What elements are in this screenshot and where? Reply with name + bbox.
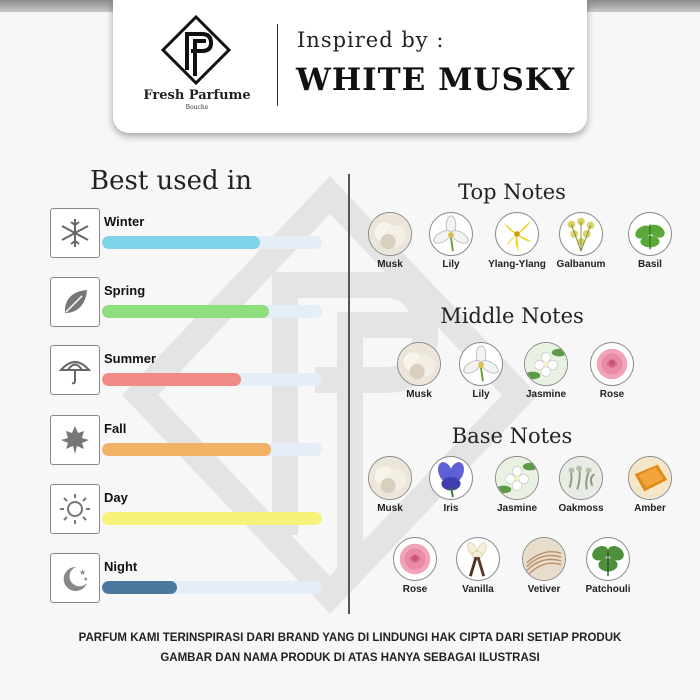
- usage-bar-track-night: [102, 581, 322, 594]
- usage-row-winter: [50, 208, 325, 260]
- middle-notes-title: Middle Notes: [440, 304, 584, 328]
- usage-label-fall: Fall: [104, 421, 127, 436]
- header-divider: [277, 24, 278, 106]
- sun-icon: [50, 484, 100, 534]
- top-note-label-ylang-ylang: Ylang-Ylang: [488, 259, 546, 270]
- usage-bar-track-fall: [102, 443, 322, 456]
- section-divider: [348, 174, 350, 614]
- top-note-label-galbanum: Galbanum: [556, 259, 606, 270]
- base-note-label-jasmine: Jasmine: [496, 503, 538, 514]
- base-note-label-musk: Musk: [377, 503, 403, 514]
- musk-icon: [397, 342, 441, 386]
- base-note-label-oakmoss: Oakmoss: [558, 503, 604, 514]
- base-note-patchouli: [570, 537, 646, 595]
- base-note-label-rose: Rose: [402, 584, 428, 595]
- usage-bar-fill-night: [102, 581, 177, 594]
- top-note-galbanum: [543, 212, 619, 270]
- middle-note-rose: [574, 342, 650, 400]
- vanilla-icon: [456, 537, 500, 581]
- lily-icon: [429, 212, 473, 256]
- usage-row-spring: [50, 277, 325, 329]
- svg-text:★: ★: [83, 577, 89, 583]
- brand-logo: [160, 14, 232, 86]
- base-note-label-vetiver: Vetiver: [527, 584, 561, 595]
- usage-label-day: Day: [104, 490, 128, 505]
- usage-bar-fill-fall: [102, 443, 271, 456]
- footer-disclaimer-line1: PARFUM KAMI TERINSPIRASI DARI BRAND YANG DI LINDUNGI HAK CIPTA DARI SETIAP PRODUK: [78, 632, 622, 644]
- usage-bar-fill-summer: [102, 373, 241, 386]
- usage-bar-fill-day: [102, 512, 322, 525]
- usage-label-summer: Summer: [104, 351, 157, 366]
- basil-icon: [628, 212, 672, 256]
- galbanum-icon: [559, 212, 603, 256]
- usage-label-spring: Spring: [104, 283, 146, 298]
- top-note-label-lily: Lily: [442, 259, 460, 270]
- base-note-label-iris: Iris: [443, 503, 459, 514]
- rose-icon: [590, 342, 634, 386]
- middle-note-label-rose: Rose: [599, 389, 625, 400]
- usage-bar-track-day: [102, 512, 322, 525]
- top-note-label-basil: Basil: [638, 259, 662, 270]
- leaf-icon: [50, 277, 100, 327]
- usage-label-winter: Winter: [104, 214, 145, 229]
- brand-name: Fresh Parfume: [143, 88, 251, 103]
- top-note-lily: [413, 212, 489, 270]
- jasmine-icon: [495, 456, 539, 500]
- musk-icon: [368, 456, 412, 500]
- base-note-amber: [612, 456, 688, 514]
- usage-bar-track-spring: [102, 305, 322, 318]
- middle-note-label-musk: Musk: [406, 389, 432, 400]
- middle-note-label-jasmine: Jasmine: [525, 389, 567, 400]
- usage-row-day: [50, 484, 325, 536]
- base-notes-title: Base Notes: [451, 424, 573, 448]
- umbrella-icon: [50, 345, 100, 395]
- top-notes-title: Top Notes: [458, 180, 566, 204]
- patchouli-icon: [586, 537, 630, 581]
- moon-icon: [50, 553, 100, 603]
- base-note-oakmoss: [543, 456, 619, 514]
- base-note-label-amber: Amber: [634, 503, 666, 514]
- base-note-vanilla: [440, 537, 516, 595]
- vetiver-icon: [522, 537, 566, 581]
- usage-row-summer: [50, 345, 325, 397]
- oakmoss-icon: [559, 456, 603, 500]
- brand-subtitle: Bouche: [185, 104, 209, 111]
- base-note-label-vanilla: Vanilla: [462, 584, 494, 595]
- top-note-label-musk: Musk: [377, 259, 403, 270]
- iris-icon: [429, 456, 473, 500]
- best-used-title: Best used in: [90, 166, 252, 196]
- usage-row-fall: [50, 415, 325, 467]
- rose-icon: [393, 537, 437, 581]
- snowflake-icon: [50, 208, 100, 258]
- ylang-ylang-icon: [495, 212, 539, 256]
- usage-bar-fill-spring: [102, 305, 269, 318]
- musk-icon: [368, 212, 412, 256]
- amber-icon: [628, 456, 672, 500]
- inspired-label: Inspired by :: [297, 28, 445, 52]
- base-note-iris: [413, 456, 489, 514]
- jasmine-icon: [524, 342, 568, 386]
- middle-note-label-lily: Lily: [472, 389, 490, 400]
- svg-text:★: ★: [79, 568, 87, 577]
- base-note-label-patchouli: Patchouli: [585, 584, 631, 595]
- footer-disclaimer-line2: GAMBAR DAN NAMA PRODUK DI ATAS HANYA SEBAGAI ILUSTRASI: [160, 652, 540, 664]
- lily-icon: [459, 342, 503, 386]
- fragrance-name: WHITE MUSKY: [296, 62, 576, 98]
- middle-note-jasmine: [508, 342, 584, 400]
- usage-label-night: Night: [104, 559, 138, 574]
- usage-row-night: [50, 553, 325, 605]
- usage-bar-track-winter: [102, 236, 322, 249]
- maple-leaf-icon: [50, 415, 100, 465]
- usage-bar-fill-winter: [102, 236, 260, 249]
- usage-bar-track-summer: [102, 373, 322, 386]
- top-note-basil: [612, 212, 688, 270]
